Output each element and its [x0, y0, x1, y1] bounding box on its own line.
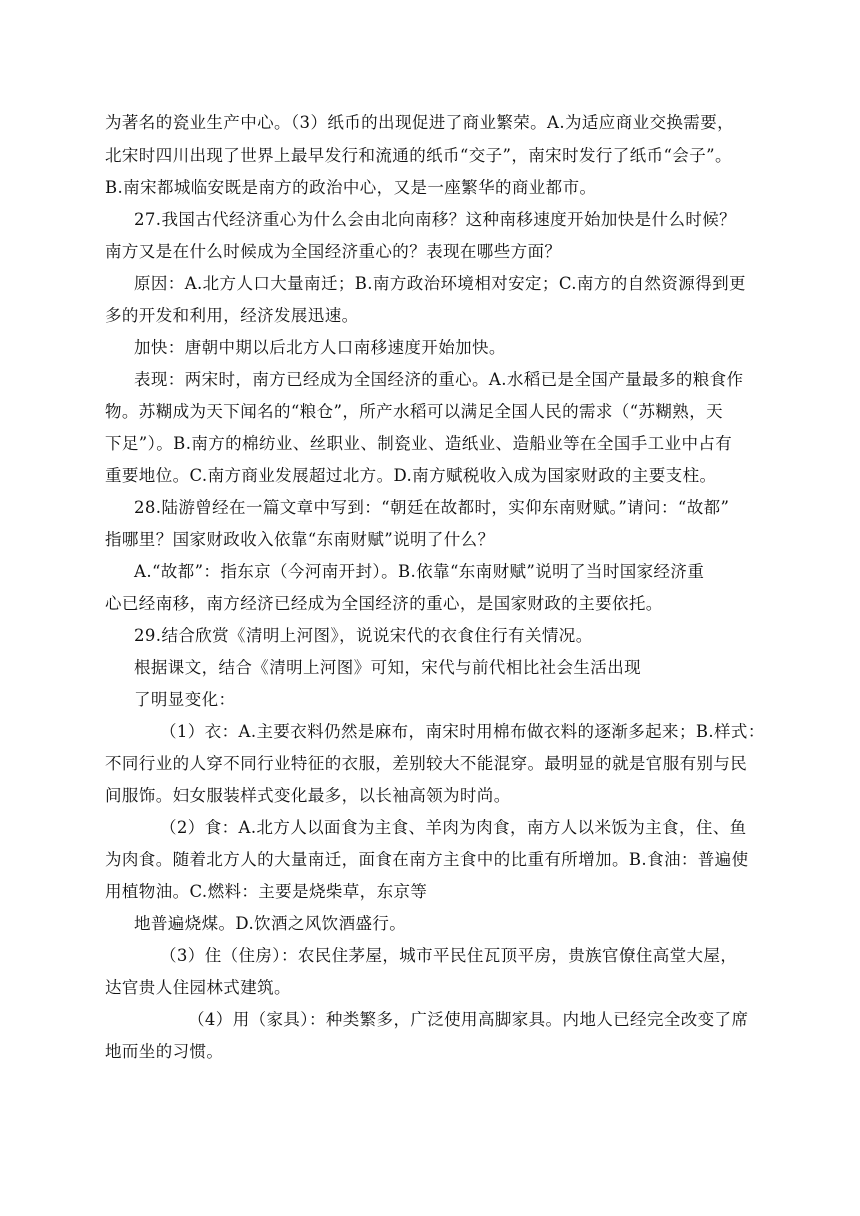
text-line: 达官贵人住园林式建筑。: [105, 978, 291, 997]
answer-furniture: （4）用（家具）：种类繁多，广泛使用高脚家具。内地人已经完全改变了席: [188, 1010, 749, 1029]
text-line: 南方又是在什么时候成为全国经济重心的？表现在哪些方面？: [105, 242, 562, 261]
text-line: 为著名的瓷业生产中心。（3）纸币的出现促进了商业繁荣。A.为适应商业交换需要，: [105, 113, 735, 132]
text-line: 多的开发和利用，经济发展迅速。: [105, 306, 359, 325]
answer-28: A.“故都”：指东京（今河南开封）。B.依靠“东南财赋”说明了当时国家经济重: [134, 562, 705, 581]
text-line: 了明显变化：: [134, 690, 236, 709]
answer-food: （2）食：A.北方人以面食为主食、羊肉为肉食，南方人以米饭为主食，住、鱼: [160, 818, 747, 837]
answer-manifestation: 表现：两宋时，南方已经成为全国经济的重心。A.水稻已是全国产量最多的粮食作: [134, 370, 744, 389]
answer-reason: 原因：A.北方人口大量南迁；B.南方政治环境相对安定；C.南方的自然资源得到更: [134, 274, 746, 293]
answer-housing: （3）住（住房）：农民住茅屋，城市平民住瓦顶平房，贵族官僚住高堂大屋，: [160, 946, 738, 965]
question-27: 27.我国古代经济重心为什么会由北向南移？这种南移速度开始加快是什么时候？: [134, 210, 737, 229]
text-line: 重要地位。C.南方商业发展超过北方。D.南方赋税收入成为国家财政的主要支柱。: [105, 466, 717, 485]
text-line: 间服饰。妇女服装样式变化最多，以长袖高领为时尚。: [105, 786, 511, 805]
text-line: 用植物油。C.燃料：主要是烧柴草，东京等: [105, 882, 428, 901]
answer-29-intro: 根据课文，结合《清明上河图》可知，宋代与前代相比社会生活出现: [134, 658, 641, 677]
text-line: 北宋时四川出现了世界上最早发行和流通的纸币“交子”，南宋时发行了纸币“会子”。: [105, 146, 732, 165]
text-line: 为肉食。随着北方人的大量南迁，面食在南方主食中的比重有所增加。B.食油：普遍使: [105, 850, 749, 869]
text-line: 地而坐的习惯。: [105, 1042, 224, 1061]
text-line: B.南宋都城临安既是南方的政治中心，又是一座繁华的商业都市。: [105, 178, 597, 197]
text-line: 不同行业的人穿不同行业特征的衣服，差别较大不能混穿。最明显的就是官服有别与民: [105, 754, 748, 773]
question-28: 28.陆游曾经在一篇文章中写到：“朝廷在故都时，实仰东南财赋。”请问：“故都”: [134, 498, 730, 517]
question-29: 29.结合欣赏《清明上河图》，说说宋代的衣食住行有关情况。: [134, 626, 593, 645]
text-line: 下足”）。B.南方的棉纺业、丝职业、制瓷业、造纸业、造船业等在全国手工业中占有: [105, 434, 733, 453]
text-line: 地普遍烧煤。D.饮酒之风饮酒盛行。: [134, 914, 407, 933]
text-line: 心已经南移，南方经济已经成为全国经济的重心，是国家财政的主要依托。: [105, 594, 663, 613]
text-line: 物。苏糊成为天下闻名的“粮仓”，所产水稻可以满足全国人民的需求（“苏糊熟，天: [105, 402, 724, 421]
answer-clothing: （1）衣：A.主要衣料仍然是麻布，南宋时用棉布做衣料的逐渐多起来；B.样式：: [160, 722, 765, 741]
answer-speedup: 加快：唐朝中期以后北方人口南移速度开始加快。: [134, 338, 506, 357]
text-line: 指哪里？国家财政收入依靠“东南财赋”说明了什么？: [105, 530, 495, 549]
